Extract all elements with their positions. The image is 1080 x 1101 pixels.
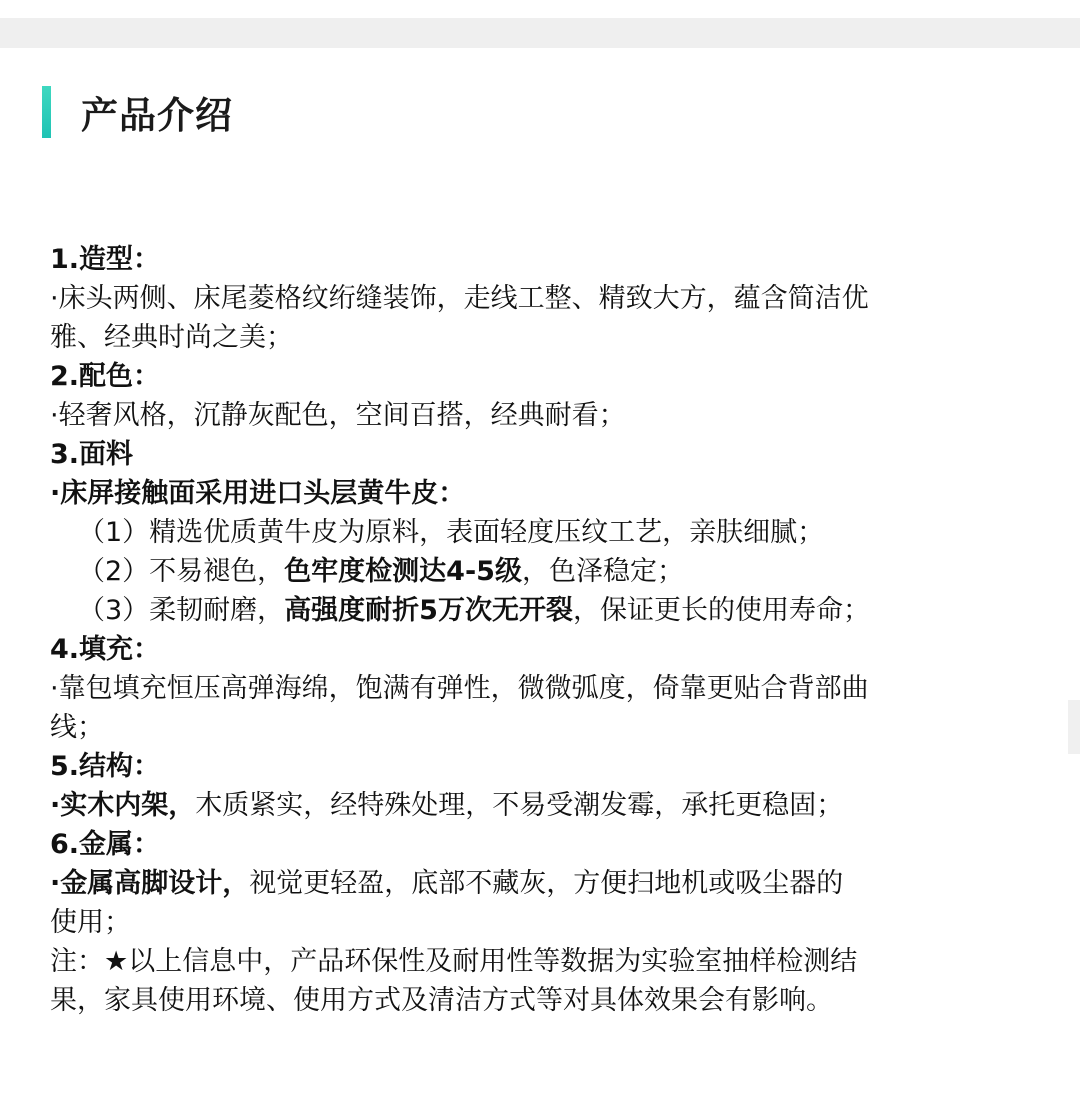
side-scroll-tab[interactable] — [1068, 700, 1080, 754]
material-point-3-bold: 高强度耐折5万次无开裂 — [284, 595, 573, 626]
material-point-2 — [50, 552, 1040, 591]
material-lead: ·床屏接触面采用进口头层黄牛皮： — [50, 478, 466, 509]
structure-text — [50, 786, 1040, 825]
shape-text-line-2: 雅、经典时尚之美； — [50, 322, 293, 353]
structure-rest: 木质紧实，经特殊处理，不易受潮发霉，承托更稳固； — [195, 790, 844, 821]
heading-material: 3.面料 — [50, 439, 134, 470]
structure-bold: ·实木内架， — [50, 790, 196, 821]
note-line-2: 果，家具使用环境、使用方式及清洁方式等对具体效果会有影响。 — [50, 985, 833, 1016]
section-title: 产品介绍 — [81, 94, 233, 137]
top-bar — [0, 0, 1080, 18]
filling-text-line-2: 线； — [50, 712, 104, 743]
material-point-3-c: ，保证更长的使用寿命； — [572, 595, 870, 626]
shape-text-line-1: ·床头两侧、床尾菱格纹绗缝装饰，走线工整、精致大方，蕴含简洁优 — [50, 283, 869, 314]
metal-text-line-1 — [50, 864, 1040, 903]
heading-structure: 5.结构： — [50, 751, 161, 782]
metal-rest: 视觉更轻盈，底部不藏灰，方便扫地机或吸尘器的 — [249, 868, 844, 899]
note-line-1: 注：★以上信息中，产品环保性及耐用性等数据为实验室抽样检测结 — [50, 946, 858, 977]
material-point-2-c: ，色泽稳定； — [521, 556, 684, 587]
material-point-2-a: （2）不易褪色， — [78, 556, 285, 587]
heading-filling: 4.填充： — [50, 634, 161, 665]
accent-bar — [42, 86, 51, 138]
heading-metal: 6.金属： — [50, 829, 161, 860]
product-description — [50, 240, 1040, 1020]
metal-bold: ·金属高脚设计， — [50, 868, 250, 899]
section-header — [42, 84, 233, 140]
filling-text-line-1: ·靠包填充恒压高弹海绵，饱满有弹性，微微弧度，倚靠更贴合背部曲 — [50, 673, 869, 704]
color-text: ·轻奢风格，沉静灰配色，空间百搭，经典耐看； — [50, 400, 626, 431]
material-point-3-a: （3）柔韧耐磨， — [78, 595, 285, 626]
heading-shape: 1.造型： — [50, 244, 161, 275]
material-point-3 — [50, 591, 1040, 630]
material-point-1: （1）精选优质黄牛皮为原料，表面轻度压纹工艺，亲肤细腻； — [78, 517, 825, 548]
heading-color: 2.配色： — [50, 361, 161, 392]
metal-text-line-2: 使用； — [50, 907, 131, 938]
top-divider-strip — [0, 18, 1080, 48]
material-point-2-bold: 色牢度检测达4-5级 — [284, 556, 522, 587]
